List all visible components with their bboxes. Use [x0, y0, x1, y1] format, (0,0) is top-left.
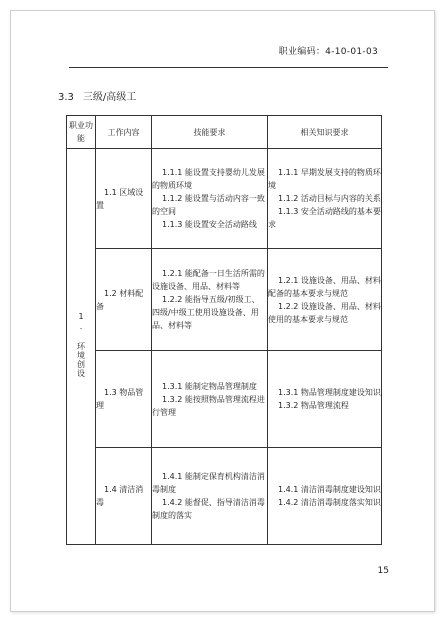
knowledge-item: 1.4.2 清洁消毒制度落实知识 [278, 498, 381, 507]
knowledge-item: 1.4.1 清洁消毒制度建设知识 [278, 485, 381, 494]
knowledge-item: 1.2.2 设施设备、用品、材料使用的基本要求与规范 [268, 301, 381, 324]
skill-item: 1.1.2 能设置与活动内容一致的空间 [152, 194, 265, 216]
header-skill-requirements: 技能要求 [152, 116, 268, 149]
header-knowledge-requirements: 相关知识要求 [268, 116, 382, 149]
table-row [67, 149, 382, 249]
header-work-content: 工作内容 [96, 116, 152, 149]
section-number: 3.3 [58, 92, 74, 103]
function-cell [67, 149, 96, 545]
skill-item: 1.1.3 能设置安全活动路线 [162, 220, 257, 229]
table-row [67, 249, 382, 351]
header-function: 职业功能 [67, 116, 96, 149]
work-content-label: 1.3 物品管理 [96, 388, 144, 410]
work-content-cell [96, 249, 152, 351]
skill-item: 1.1.1 能设置支持婴幼儿发展的物质环境 [152, 168, 265, 190]
table-header-row [67, 116, 382, 149]
skill-item: 1.3.2 能按照物品管理流程进行管理 [152, 394, 265, 417]
knowledge-cell [268, 351, 382, 448]
knowledge-item: 1.1.2 活动目标与内容的关系 [278, 194, 381, 203]
skill-cell [152, 448, 268, 545]
work-content-cell [96, 448, 152, 545]
skill-item: 1.3.1 能制定物品管理制度 [162, 381, 257, 391]
knowledge-item: 1.1.3 安全活动路线的基本要求 [268, 207, 381, 229]
knowledge-cell [268, 448, 382, 545]
skill-item: 1.4.1 能制定保育机构清洁消毒制度 [152, 472, 265, 494]
work-content-label: 1.4 清洁消毒 [96, 485, 144, 507]
skill-cell [152, 149, 268, 249]
work-content-cell [96, 149, 152, 249]
work-content-label: 1.1 区域设置 [96, 187, 144, 210]
table-row [67, 448, 382, 545]
skill-item: 1.2.2 能指导五级/初级工、四级/中级工使用设施设备、用品、材料等 [152, 295, 260, 330]
skill-cell [152, 351, 268, 448]
occupation-code: 职业编码：4-10-01-03 [278, 47, 378, 57]
knowledge-cell [268, 149, 382, 249]
skill-cell [152, 249, 268, 351]
section-heading [58, 88, 136, 103]
knowledge-item: 1.1.1 早期发展支持的物质环境 [268, 168, 381, 190]
skill-item: 1.2.1 能配备一日生活所需的设施设备、用品、材料等 [152, 269, 265, 291]
function-label: 1. 环境创设 [76, 311, 86, 378]
knowledge-cell [268, 249, 382, 351]
skill-standard-table [66, 115, 382, 545]
section-title: 三级/高级工 [82, 92, 137, 103]
knowledge-item: 1.2.1 设施设备、用品、材料配备的基本要求与规范 [268, 275, 381, 298]
table-row [67, 351, 382, 448]
page-number: 15 [377, 566, 389, 576]
skill-item: 1.4.2 能督促、指导清洁消毒制度的落实 [152, 498, 265, 520]
knowledge-item: 1.3.2 物品管理流程 [278, 401, 349, 410]
work-content-label: 1.2 材料配备 [96, 288, 144, 311]
work-content-cell [96, 351, 152, 448]
header-rule [69, 67, 388, 68]
knowledge-item: 1.3.1 物品管理制度建设知识 [278, 388, 381, 397]
